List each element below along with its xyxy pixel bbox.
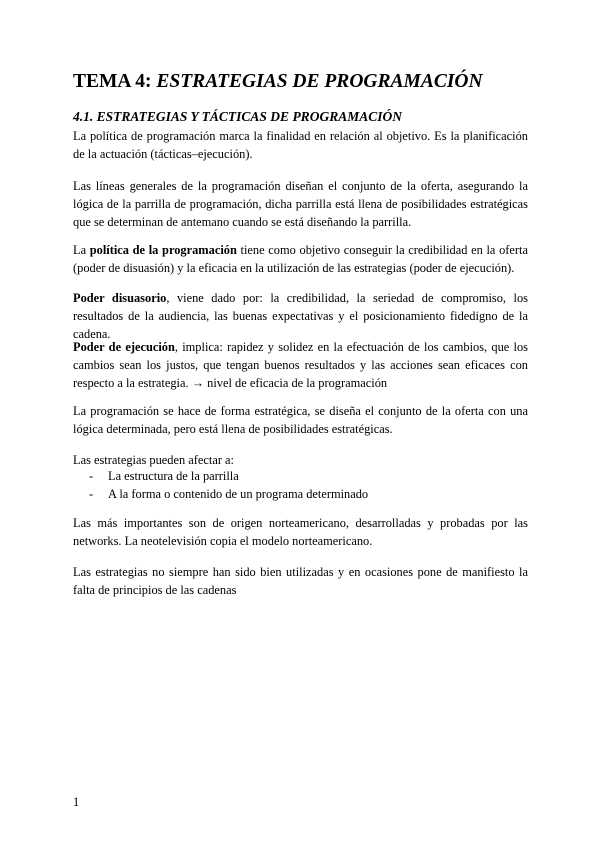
p5-rest: , implica: rapidez y solidez en la efectuación de los cambios, que los cambios sean los justos, que tengan buenos resultados y las acciones sean eficaces con respecto a la estrategia. → nivel de eficacia de la programación bbox=[73, 340, 528, 390]
paragraph-politica-programacion bbox=[73, 241, 528, 277]
paragraph-politica: La política de programación marca la finalidad en relación al objetivo. Es la planificación de la actuación (tácticas–ejecución). bbox=[73, 129, 528, 161]
p5-bold-term: Poder de ejecución bbox=[73, 340, 175, 354]
paragraph-forma-estrategica: La programación se hace de forma estratégica, se diseña el conjunto de la oferta con una lógica determinada, pero está llena de posibilidades estratégicas. bbox=[73, 404, 528, 436]
paragraph-poder-ejecucion bbox=[73, 338, 528, 392]
bullet-dash: - bbox=[89, 469, 94, 483]
p3-bold-term: política de la programación bbox=[89, 243, 237, 257]
section-heading: 4.1. ESTRATEGIAS Y TÁCTICAS DE PROGRAMACIÓN bbox=[73, 109, 402, 124]
bullet-text: A la forma o contenido de un programa determinado bbox=[108, 487, 369, 501]
paragraph-estrategias-utilizadas: Las estrategias no siempre han sido bien utilizadas y en ocasiones pone de manifiesto la falta de principios de las cadenas bbox=[73, 565, 528, 597]
list-item bbox=[73, 467, 528, 485]
bullet-dash: - bbox=[89, 487, 94, 501]
title-prefix: TEMA 4: bbox=[73, 71, 157, 92]
page-title bbox=[73, 71, 533, 93]
bullet-list bbox=[73, 467, 528, 503]
p4-rest: , viene dado por: la credibilidad, la seriedad de compromiso, los resultados de la audiencia, las buenas expectativas y el posicionamiento fidedigno de la cadena. bbox=[73, 291, 528, 341]
bullet-text: La estructura de la parrilla bbox=[108, 469, 239, 483]
list-item bbox=[73, 485, 528, 503]
p3-lead: La bbox=[73, 243, 90, 257]
paragraph-origen-norteamericano: Las más importantes son de origen norteamericano, desarrolladas y probadas por las networks. La neotelevisión copia el modelo norteamericano. bbox=[73, 516, 528, 548]
page-number: 1 bbox=[73, 795, 80, 809]
paragraph-poder-disuasorio bbox=[73, 289, 528, 343]
paragraph-lineas-generales: Las líneas generales de la programación diseñan el conjunto de la oferta, asegurando la lógica de la parrilla de programación, dicha parrilla está llena de posibilidades estratégicas que se determinan de antemano cuando se está diseñando la parrilla. bbox=[73, 179, 528, 229]
paragraph-estrategias-afectar: Las estrategias pueden afectar a: bbox=[73, 453, 234, 467]
title-italic: ESTRATEGIAS DE PROGRAMACIÓN bbox=[156, 71, 483, 92]
p4-bold-term: Poder disuasorio bbox=[73, 291, 167, 305]
p3-rest: tiene como objetivo conseguir la credibilidad en la oferta (poder de disuasión) y la eficacia en la utilización de las estrategias (poder de ejecución). bbox=[73, 243, 528, 275]
